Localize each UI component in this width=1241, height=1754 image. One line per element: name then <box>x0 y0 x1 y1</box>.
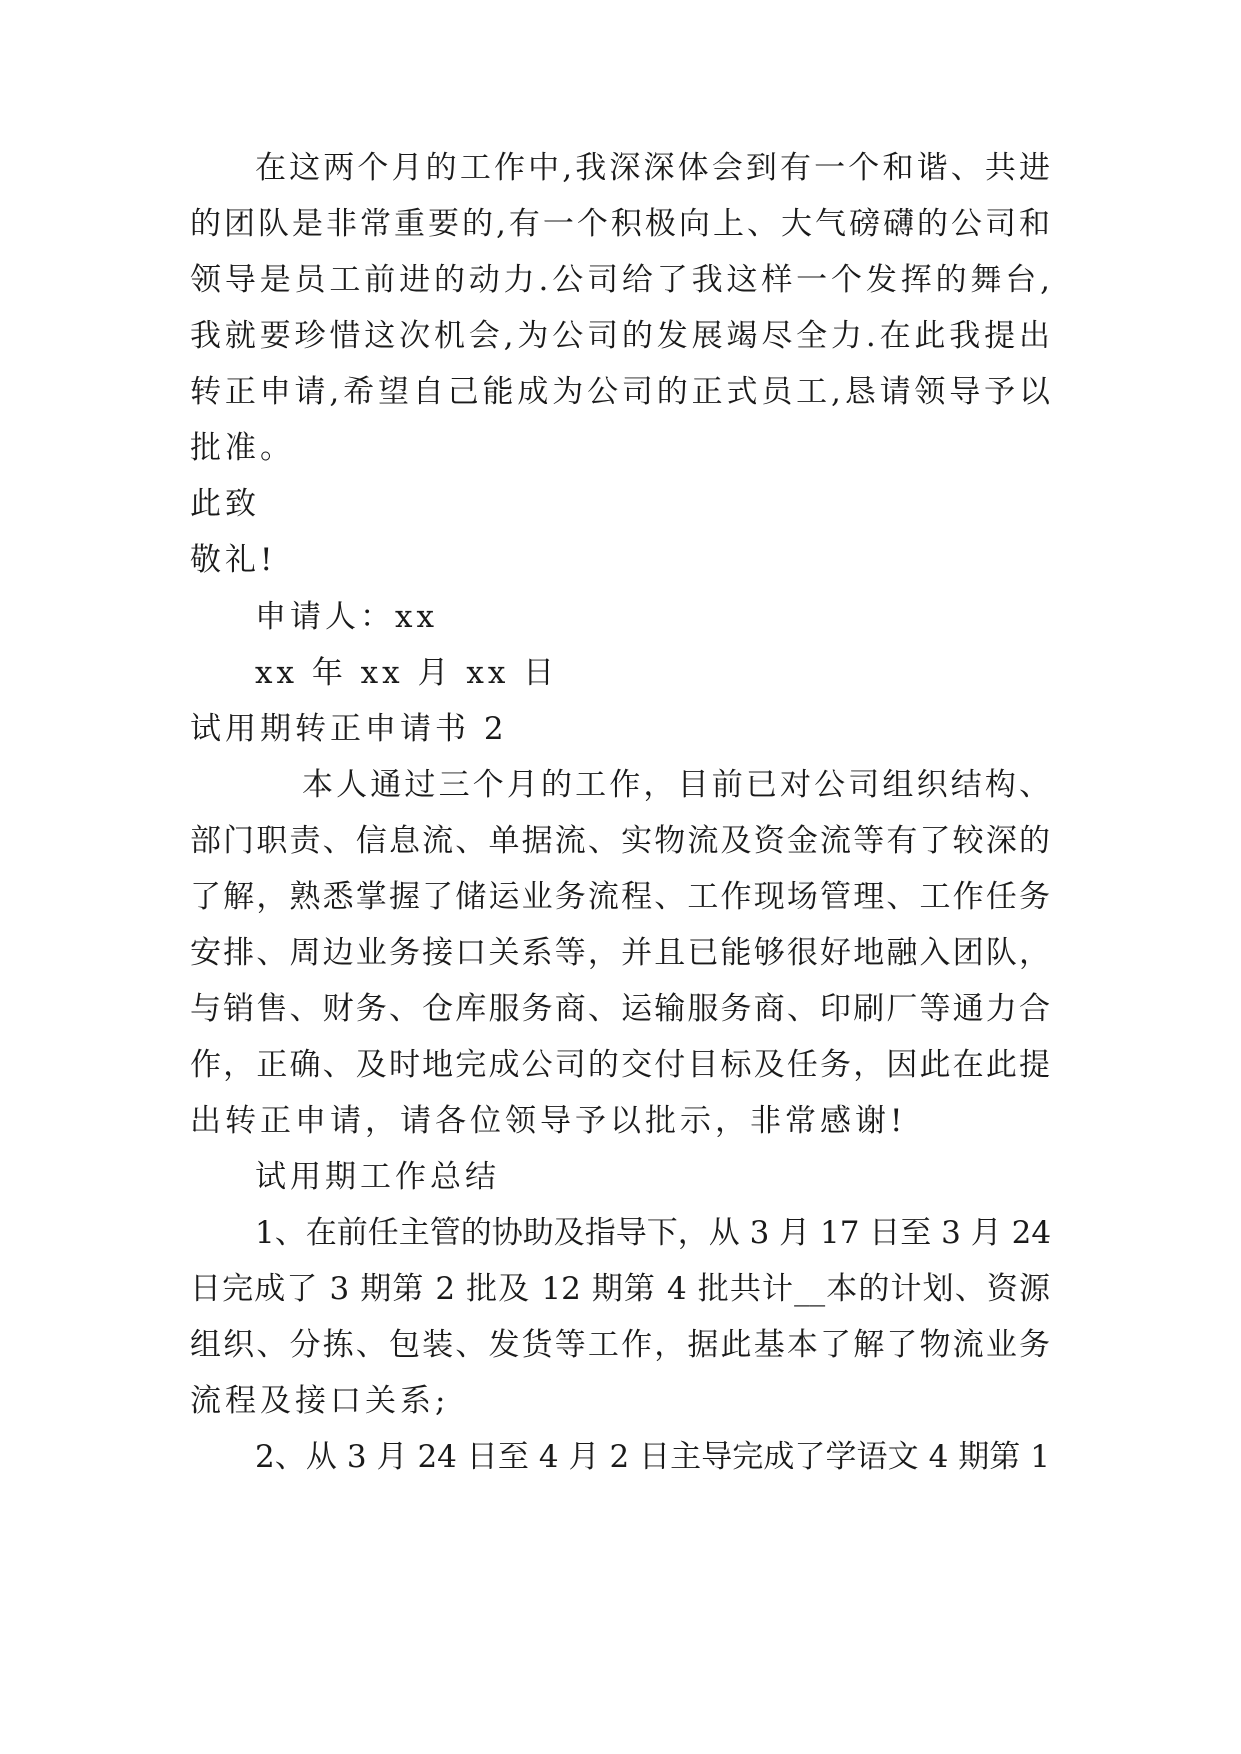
paragraph-2-line-5: 与销售、财务、仓库服务商、运输服务商、印刷厂等通力合 <box>190 991 1050 1027</box>
paragraph-1-line-1: 在这两个月的工作中,我深深体会到有一个和谐、共进 <box>255 150 1050 186</box>
paragraph-1-line-2: 的团队是非常重要的,有一个积极向上、大气磅礴的公司和 <box>190 206 1050 242</box>
item-1-line-1: 1、在前任主管的协助及指导下，从 3 月 17 日至 3 月 24 <box>255 1215 1052 1251</box>
paragraph-2-line-7: 出转正申请，请各位领导予以批示，非常感谢! <box>190 1103 907 1139</box>
paragraph-1-line-6: 批准。 <box>190 430 295 466</box>
applicant-line: 申请人：xx <box>255 599 438 635</box>
closing-regards: 敬礼! <box>190 542 277 578</box>
item-1-line-2: 日完成了 3 期第 2 批及 12 期第 4 批共计__本的计划、资源 <box>190 1271 1050 1307</box>
paragraph-1-line-3: 领导是员工前进的动力.公司给了我这样一个发挥的舞台, <box>190 262 1050 298</box>
closing-salutation: 此致 <box>190 486 260 522</box>
paragraph-1-line-4: 我就要珍惜这次机会,为公司的发展竭尽全力.在此我提出 <box>190 318 1050 354</box>
item-1-line-3: 组织、分拣、包装、发货等工作，据此基本了解了物流业务 <box>190 1327 1050 1363</box>
paragraph-1-line-5: 转正申请,希望自己能成为公司的正式员工,恳请领导予以 <box>190 374 1050 410</box>
paragraph-2-line-4: 安排、周边业务接口关系等，并且已能够很好地融入团队， <box>190 935 1050 971</box>
paragraph-2-line-2: 部门职责、信息流、单据流、实物流及资金流等有了较深的 <box>190 823 1050 859</box>
date-line: xx 年 xx 月 xx 日 <box>255 655 559 691</box>
document-title-2: 试用期转正申请书 2 <box>190 711 508 747</box>
section-heading: 试用期工作总结 <box>255 1159 500 1195</box>
item-2-line-1: 2、从 3 月 24 日至 4 月 2 日主导完成了学语文 4 期第 1 <box>255 1439 1050 1475</box>
paragraph-2-line-3: 了解，熟悉掌握了储运业务流程、工作现场管理、工作任务 <box>190 879 1050 915</box>
paragraph-2-line-1: 本人通过三个月的工作，目前已对公司组织结构、 <box>302 767 1050 803</box>
paragraph-2-line-6: 作，正确、及时地完成公司的交付目标及任务，因此在此提 <box>190 1047 1050 1083</box>
item-1-line-4: 流程及接口关系; <box>190 1383 450 1419</box>
